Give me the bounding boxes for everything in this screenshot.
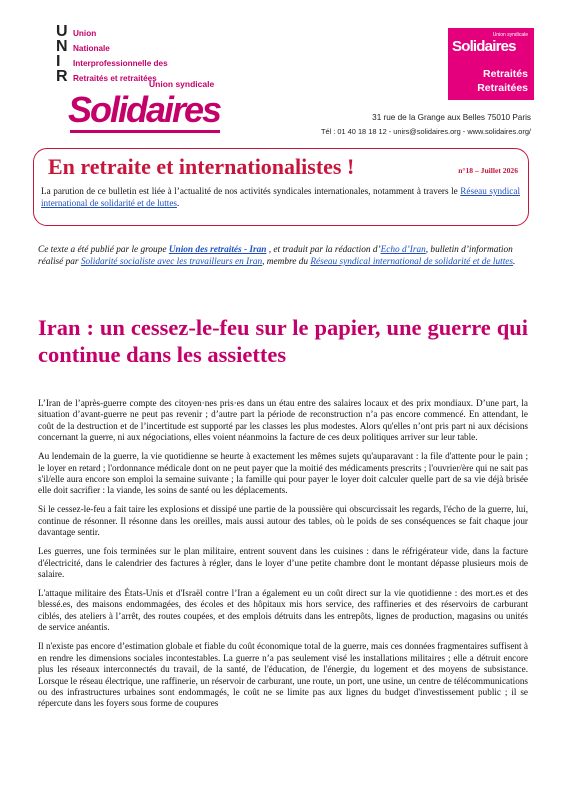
logo-right-wordmark: Solidaires	[452, 38, 516, 55]
logo-letter: I	[56, 53, 61, 70]
credit-text: .	[513, 257, 516, 267]
contact-line: Tél : 01 40 18 18 12 - unirs@solidaires.org - www.solidaires.org/	[320, 127, 531, 136]
logo-letter: N	[56, 38, 68, 55]
logo-expansion	[73, 26, 168, 86]
union-retraites-iran-link[interactable]: Union des retraités - Iran	[168, 245, 267, 255]
address: 31 rue de la Grange aux Belles 75010 Paris	[372, 113, 531, 122]
logo-right-line2: Retraitées	[477, 82, 528, 94]
article-headline: Iran : un cessez-le-feu sur le papier, une guerre qui continue dans les assiettes	[38, 315, 528, 367]
paragraph: Si le cessez-le-feu a fait taire les explosions et dissipé une partie de la poussière qui obscurcissait les regards, l'écho de la guerre, lui, continue de résonner. Il résonne dans les oreilles, mais aussi autour des tables, où le poids de ses conséquences se fait chaque jour davantage sentir.	[38, 504, 528, 538]
logo-right-line1: Retraités	[483, 68, 528, 80]
paragraph: Au lendemain de la guerre, la vie quotidienne se heurte à exactement les mêmes sujets qu'auparavant : la file d'attente pour le pain ; le loyer en retard ; l'ordonnance médicale dont on ne peut payer que la moitié des médicaments prescrits ; l'ouvrier/ère qui ne sait pas s'il/elle aura encore son emploi la semaine suivante ; la famille qui pour payer le loyer doit calculer quelle part de sa vie déjà brisée elle doit sacrifier : la viande, les soins de santé ou les déplacements.	[38, 451, 528, 496]
logo-letter: U	[56, 23, 68, 40]
credit-text: Ce texte a été publié par le groupe	[38, 245, 167, 255]
logo-acronym	[56, 24, 72, 84]
logo-wordmark: Solidaires	[68, 89, 221, 130]
logo-line: Interprofessionnelle des	[73, 59, 168, 68]
bulletin-title-box	[33, 148, 529, 226]
bulletin-title: En retraite et internationalistes !	[48, 154, 355, 179]
paragraph: L'attaque militaire des États-Unis et d'Israël contre l’Iran a également eu un coût direct sur la vie quotidienne : des mort.es et des blessé.es, des maisons endommagées, des écoles et des hôpitaux mis hors service, des raffineries et des réservoirs de carburant ciblés, des ateliers à l’arrêt, des routes coupées, et des emplois détruits dans les entrepôts, lignes de production, magasins ou unités de service anéantis.	[38, 588, 528, 633]
logo-line: Union	[73, 29, 97, 38]
logo-underline	[70, 130, 220, 133]
solidarite-socialiste-link[interactable]: Solidarité socialiste avec les travailleurs en Iran	[80, 257, 263, 267]
reseau-syndical-link[interactable]: Réseau syndical international de solidarité et de luttes	[310, 257, 514, 267]
paragraph: Il n'existe pas encore d’estimation globale et fiable du coût économique total de la guerre, mais ces données fragmentaires suffisent à en rendre les dimensions sociales incontestables. La guerre n’a pas seulement visé les installations militaires ; elle a détruit encore plus les réseaux interconnectés du travail, de la santé, de l'éducation, de l'énergie, du logement et des moyens de subsistance. Lorsque le réseau électrique, une raffinerie, un réservoir de carburant, une route, un port, une usine, un centre de télécommunications ou des infrastructures urbaines sont endommagés, le coût ne se limite pas aux lignes du budget d'investissement public ; il se répercute dans les foyers sous forme de coupures	[38, 641, 528, 709]
logo-right-small: Union syndicale	[492, 32, 528, 38]
logo-union-label: Union syndicale	[149, 79, 215, 89]
logo-line: Retraités et retraitées	[73, 74, 157, 83]
logo-line: Nationale	[73, 44, 110, 53]
paragraph: L’Iran de l’après-guerre compte des citoyen·nes pris·es dans un étau entre des salaires locaux et des prix mondiaux. D’une part, la situation d’avant-guerre ne peut pas revenir ; d’autre part la période de reconstruction n’a pas encore commencé. En attendant, le coût de la destruction et de l’incertitude est supporté par les classes les plus modestes. Alors qu'elles n’ont pris part ni aux décisions concernant la guerre, ni aux négociations, elles voient néanmoins la facture de ces deux politiques arriver sur leur table.	[38, 398, 528, 443]
issue-number: n°18 – Juillet 2026	[458, 166, 518, 175]
credit-text: , membre du	[262, 257, 309, 267]
bulletin-intro	[41, 185, 520, 209]
echo-iran-link[interactable]: Echo d’Iran	[380, 245, 426, 255]
credit-text: , bulletin d’information réalisé par	[38, 245, 513, 267]
translation-credit	[38, 244, 528, 268]
article-body	[38, 398, 528, 717]
intro-end: .	[176, 198, 180, 208]
reseau-link[interactable]: Réseau syndical international de solidarité et de luttes	[41, 186, 521, 208]
intro-text: La parution de ce bulletin est liée à l’actualité de nos activités syndicales internationales, notamment à travers le	[41, 186, 458, 196]
logo-letter: R	[56, 68, 68, 85]
credit-text: , et traduit par la rédaction d’	[268, 245, 381, 255]
solidaires-retraites-logo	[448, 28, 534, 100]
unirs-logo	[56, 24, 236, 134]
paragraph: Les guerres, une fois terminées sur le plan militaire, entrent souvent dans les cuisines : dans le réfrigérateur vide, dans la facture d'électricité, dans le calendrier des factures à régler, dans le loyer d’une petite chambre dont le montant dépasse plusieurs mois de salaire.	[38, 546, 528, 580]
